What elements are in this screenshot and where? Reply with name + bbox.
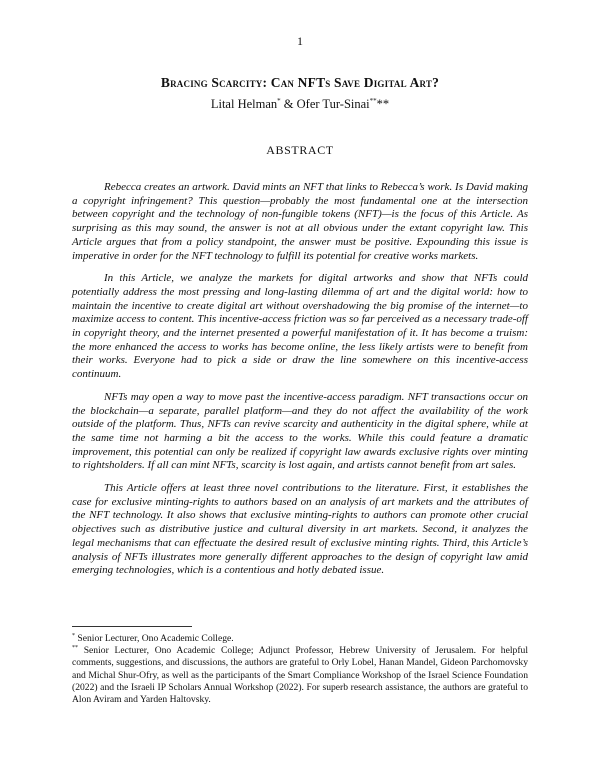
author-2-footnote-mark: **: [369, 96, 377, 105]
page-number: 1: [297, 34, 303, 48]
author-1: Lital Helman: [210, 97, 278, 111]
abstract-paragraph-3: NFTs may open a way to move past the incentive-access paradigm. NFT transactions occur on the blockchain—a separate, parallel platform—and they do not affect the availability of the work outside of the platform. Thus, NFTs can revive scarcity and authenticity in the digital sphere, while at the same time not harming a bit the access to the works. While this could feature a dramatic improvement, this potential can only be realized if copyright law awards exclusive rights over minting to rightsholders. If all can mint NFTs, scarcity is lost again, and artists cannot benefit from art sales.: [72, 390, 528, 472]
footnote-2-text: Senior Lecturer, Ono Academic College; Adjunct Professor, Hebrew University of Jerusalem. For helpful comments, suggestions, and discussions, the authors are grateful to Orly Lobel, Hanan Mandel, Gideon Parchomovsky and Michal Shur-Ofry, as well as the participants of the Smart Compliance Workshop of the Israel Science Foundation (2022) and the Israeli IP Scholars Annual Workshop (2022). For superb research assistance, the authors are grateful to Alon Aviram and Yarden Haltovsky.: [72, 645, 528, 706]
footnote-1: [72, 633, 528, 645]
abstract-heading: ABSTRACT: [266, 143, 334, 157]
footnote-1-mark: *: [72, 632, 75, 639]
footnote-2-mark: **: [72, 645, 78, 652]
author-1-footnote-mark: *: [277, 96, 281, 105]
author-2: Ofer Tur-Sinai: [296, 97, 370, 111]
paper-title: Bracing Scarcity: Can NFTs Save Digital Art?: [160, 75, 440, 90]
author-conjunction: &: [280, 97, 297, 111]
author-2-suffix: **: [376, 97, 390, 111]
footnote-2: [72, 645, 528, 706]
footnotes: [72, 633, 528, 706]
footnote-divider: [72, 626, 192, 627]
footnote-1-text: Senior Lecturer, Ono Academic College.: [75, 633, 234, 644]
author-line: [0, 97, 600, 112]
abstract-body: [72, 181, 528, 587]
abstract-paragraph-4: This Article offers at least three novel contributions to the literature. First, it establishes the case for exclusive minting-rights to authors based on an analysis of art markets and the attributes of the NFT technology. It also shows that exclusive minting-rights to authors can promote other crucial objectives such as distributive justice and cultural diversity in art markets. Second, it analyzes the legal mechanisms that can effectuate the desired result of exclusive minting rights. Third, this Article’s analysis of NFTs illustrates more generally different approaches to the design of copyright law amid emerging technologies, which is a contentious and hotly debated issue.: [72, 482, 528, 577]
abstract-paragraph-1: Rebecca creates an artwork. David mints an NFT that links to Rebecca’s work. Is David making a copyright infringement? This question—probably the most fundamental one at the intersection between copyright and the technology of non-fungible tokens (NFT)—is the focus of this Article. As surprising as this may sound, the answer is not at all obvious under the extant copyright law. This Article argues that from a policy standpoint, the answer must be positive. Expounding this issue is imperative in order for the NFT technology to fulfill its potential for creative works markets.: [72, 181, 528, 262]
abstract-paragraph-2: In this Article, we analyze the markets for digital artworks and show that NFTs could potentially address the most pressing and long-lasting dilemma of art and the digital world: how to maintain the incentive to create digital art without overshadowing the big promise of the internet—to maximize access to content. This incentive-access friction was so far perceived as a necessary trade-off in copyright theory, and the internet presented a powerful manifestation of it. It has become a truism: the more enhanced the access to works has become online, the less likely artists were to benefit from their works. Everyone had to pick a side or draw the line somewhere on this incentive-access continuum.: [72, 272, 528, 381]
